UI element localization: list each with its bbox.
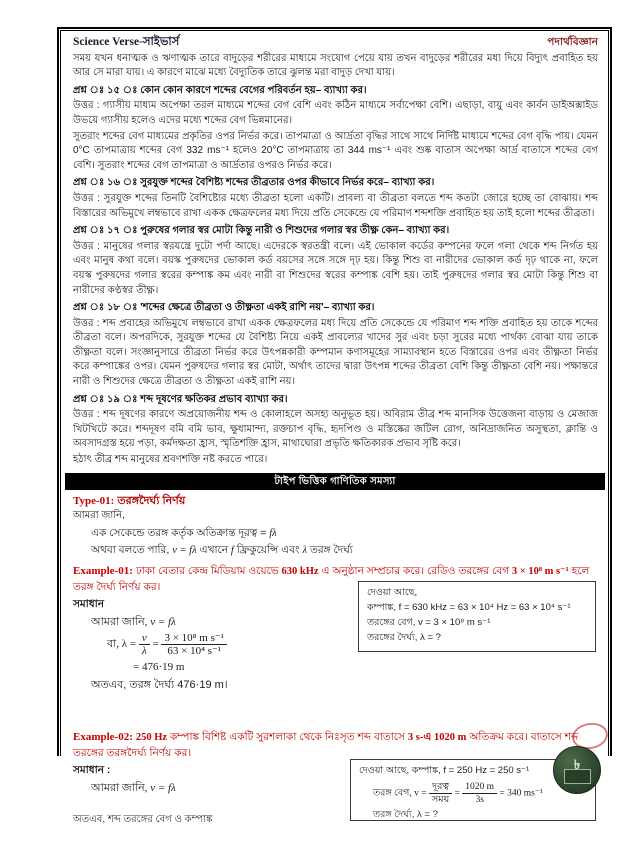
know-intro: আমরা জানি, bbox=[73, 510, 125, 522]
brand-title: Science Verse-সাইভার্স bbox=[73, 36, 180, 48]
fraction-distance-over-time: $\frac{\text{দূরত্ব}}{\text{সময়}}$ bbox=[429, 781, 452, 806]
example-02-statement: Example-02: 250 Hz কম্পাঙ্ক বিশিষ্ট একটি সুরশলাকা থেকে নিঃসৃত শব্দ বাতাসে 3 s-এ 1020 m অতিক্রম করে। বাতাসে শব্দ তরঙ্গের তরঙ্গদৈর্ঘ্য নির্ণয় কর। bbox=[73, 731, 579, 759]
example-02-work bbox=[73, 763, 373, 826]
page-content bbox=[60, 30, 609, 826]
answer-18: উত্তর : শব্দ প্রবাহের অভিমুখে লম্বভাবে রাখা একক ক্ষেত্রফলের মধ্য দিয়ে প্রতি সেকেন্ডে যে পরিমাণ শব্দ শক্তি প্রবাহিত হয় তাকে শব্দের তীব্রতা বলে। অপরদিকে, সুরযুক্ত শব্দের যে বৈশিষ্ট্য নিয়ে একই প্রাবল্যের খাদের সুর এবং চড়া সুরের মধ্যে পার্থক্য বোঝা যায় তাকে তীক্ষ্ণতা বলে। সংজ্ঞানুসারে তীব্রতা নির্ভর করে উৎপন্নকারী কম্পমান কণাসমূহের সাম্যাবস্থান হতে বিস্তারের ওপর এবং তীক্ষ্ণতা নির্ভর করে কম্পাঙ্কের ওপর। যেমন পুরুষদের গলার স্বর মোটা, অর্থাৎ তাদের দ্বারা উৎপন্ন শব্দের তীব্রতা বেশি কিন্তু তীক্ষ্ণতা বেশি নয়। পক্ষান্তরে নারী ও শিশুদের ক্ষেত্রে তীব্রতা ও তীক্ষ্ণতা একই রাশি নয়। bbox=[73, 317, 598, 388]
example-01-label: Example-01: bbox=[73, 565, 133, 577]
answer-17: উত্তর : মানুষের গলার স্বরযন্ত্রে দুটো পর্দা আছে। এদেরকে স্বরতন্ত্রী বলে। এই ভোকাল কর্ডের কম্পনের ফলে গলা থেকে শব্দ নির্গত হয় এবং মানুষ কথা বলে। বয়স্ক পুরুষদের ভোকাল কর্ড বয়সের সঙ্গে সঙ্গে দৃঢ় হয়। কিন্তু শিশু বা নারীদের ভোকাল কর্ড দৃঢ় থাকে না, ফলে বয়স্ক পুরুষদের গলার স্বরের কম্পাঙ্ক কম এবং নারী বা শিশুদের স্বরের কম্পাঙ্ক বেশি হয়। তাই পুরুষদের গলার স্বর মোটা কিন্তু শিশু বা নারীদের কণ্ঠস্বর তীক্ষ্ণ। bbox=[73, 240, 598, 296]
sol2-known: আমরা জানি, v = fλ bbox=[91, 781, 176, 794]
fraction-1020-over-3s: $\frac{1020 m}{3s}$ bbox=[462, 781, 497, 806]
type-01-label: Type-01: bbox=[73, 494, 115, 507]
question-19: প্রশ্ন ঃ ১৯ ঃ শব্দ দূষণের ক্ষতিকর প্রভাব ব্যাখ্যা কর। bbox=[73, 393, 288, 405]
example-01-solution bbox=[73, 587, 598, 725]
fraction-v-over-lambda: $\frac{v}{\lambda}$ bbox=[139, 632, 150, 657]
given-box-example-01: দেওয়া আছে, কম্পাঙ্ক, f = 630 kHz = 63 × 10⁴ Hz = 63 × 10⁴ s⁻¹ তরঙ্গের বেগ, v = 3 × 10⁸ m s⁻¹ তরঙ্গের দৈর্ঘ্য, λ = ? bbox=[358, 581, 596, 652]
example-01-statement: Example-01: ঢাকা বেতার কেন্দ্র মিডিয়াম ওয়েভে 630 kHz এ অনুষ্ঠান সম্প্রচার করে। রেডিও তরঙ্গের বেগ 3 × 10⁸ m s⁻¹ হলে তরঙ্গ দৈর্ঘ্য নির্ণয় কর। bbox=[73, 565, 590, 593]
question-15: প্রশ্ন ঃ ১৫ ঃ কোন কোন কারণে শব্দের বেগের পরিবর্তন হয়– ব্যাখ্যা কর। bbox=[73, 84, 367, 96]
question-17: প্রশ্ন ঃ ১৭ ঃ পুরুষের গলার স্বর মোটা কিন্তু নারী ও শিশুদের গলার স্বর তীক্ষ্ণ কেন– ব্যাখ্যা কর। bbox=[73, 225, 450, 237]
example-02-label: Example-02: bbox=[73, 731, 133, 743]
solution-label-1: সমাধান bbox=[73, 598, 105, 610]
section-banner: টাইপ ভিত্তিক গাণিতিক সমস্যা bbox=[65, 473, 605, 490]
formula-line-2: অথবা বলতে পারি, v = fλ এখানে f ফ্রিকুয়েন্সি এবং λ তরঙ্গ দৈর্ঘ্য bbox=[91, 544, 353, 557]
page-header bbox=[73, 35, 598, 50]
page-border-frame bbox=[57, 27, 612, 826]
gb2-velocity-line: তরঙ্গ বেগ, v = $\frac{\text{দূরত্ব}}{\text{সময়}}$ = $\frac{1020 m}{3s}$ = 340 ms⁻¹ bbox=[373, 782, 543, 805]
fraction-values: $\frac{\text{3 × 10⁸ m s⁻¹}}{\text{63 × 10⁴ s⁻¹}}$ bbox=[161, 632, 226, 657]
answer-16: উত্তর : সুরযুক্ত শব্দের তিনটি বৈশিষ্ট্যের মধ্যে তীব্রতা হলো একটি। প্রাবল্য বা তীব্রতা বলতে শব্দ কতটা জোরে হচ্ছে তা বোঝায়। শব্দ বিস্তারের অভিমুখে লম্বভাবে রাখা একক ক্ষেত্রফলের মধ্য দিয়ে প্রতি সেকেন্ডে যে পরিমাণ শব্দশক্তি প্রবাহিত হয় তাই হলো শব্দের তীব্রতা। bbox=[73, 192, 598, 219]
example-01-work bbox=[73, 597, 373, 692]
logo-taka-glyph: ৳ bbox=[573, 757, 581, 773]
answer-19-part2: হঠাৎ তীব্র শব্দ মানুষের শ্রবণশক্তি নষ্ট করতে পারে। bbox=[73, 454, 268, 466]
type-01-title: তরঙ্গদৈর্ঘ্য নির্ণয় bbox=[117, 494, 186, 507]
sol1-known: আমরা জানি, v = fλ bbox=[91, 615, 176, 628]
subject-title: পদার্থবিজ্ঞান bbox=[547, 36, 598, 48]
answer-19-part1: উত্তর : শব্দ দূষণের কারণে অপ্রয়োজনীয় শব্দ ও কোলাহলে অসহ্য অনুভূত হয়। অবিরাম তীব্র শব্দ মানসিক উত্তেজনা বাড়ায় ও মেজাজ খিটখিটে করে। শব্দদূষণ বমি বমি ভাব, ক্ষুধামান্দ্য, রক্তচাপ বৃদ্ধি, হৃদপিণ্ড ও মস্তিষ্কের জটিল রোগ, অনিদ্রাজনিত অসুস্থতা, ক্লান্তি ও অবসাদগ্রস্ত হয়ে পড়া, কর্মদক্ষতা হ্রাস, স্মৃতিশক্তি হ্রাস, মাথাঘোরা প্রভৃতি ক্ষতিকারক প্রভাব সৃষ্টি করে। bbox=[73, 409, 598, 450]
gb2-cutoff-line: তরঙ্গ দৈর্ঘ্য, λ = ? bbox=[373, 809, 438, 820]
sol1-fraction-line: বা, λ = $\frac{v}{\lambda}$ = $\frac{\text{3 × 10⁸ m s⁻¹}}{\text{63 × 10⁴ s⁻¹}}$ bbox=[107, 632, 373, 657]
sol1-result: = 476·19 m bbox=[133, 661, 185, 674]
science-verse-logo bbox=[553, 746, 601, 794]
given-box-example-02: দেওয়া আছে, কম্পাঙ্ক, f = 250 Hz = 250 s⁻¹ তরঙ্গ বেগ, v = $\frac{\text{দূরত্ব}}{\text{সময়}}$ = $\frac{1020 m}{3s}$ = 340 ms⁻¹ তরঙ্গ দৈর্ঘ্য, λ = ? bbox=[350, 759, 596, 821]
sol2-cutoff-line: অতএব, শব্দ তরঙ্গের বেগ ও কম্পাঙ্ক bbox=[73, 814, 213, 826]
answer-15-part2: সুতরাং শব্দের বেগ মাধ্যমের প্রকৃতির ওপর নির্ভর করে। তাপমাত্রা ও আর্দ্রতা বৃদ্ধির সাথে সাথে নির্দিষ্ট মাধ্যমে শব্দের বেগ বৃদ্ধি পায়। যেমন 0°C তাপমাত্রায় শব্দের বেগ 332 ms⁻¹ হলেও 20°C তাপমাত্রায় তা 344 ms⁻¹ এবং শুষ্ক বাতাস অপেক্ষা আর্দ্র বাতাসে শব্দের বেগ বেশি। সুতরাং শব্দের বেগ তাপমাত্রা ও আর্দ্রতার ওপরও নির্ভর করে। bbox=[73, 130, 598, 171]
question-16: প্রশ্ন ঃ ১৬ ঃ সুরযুক্ত শব্দের বৈশিষ্ট্য শব্দের তীব্রতার ওপর কীভাবে নির্ভর করে– ব্যাখ্যা কর। bbox=[73, 177, 435, 189]
sol1-conclusion: অতএব, তরঙ্গ দৈর্ঘ্য 476·19 m। bbox=[91, 678, 228, 691]
formula-line-1: এক সেকেন্ডে তরঙ্গ কর্তৃক অতিক্রান্ত দূরত্ব = fλ bbox=[91, 526, 277, 539]
solution-label-2: সমাধান : bbox=[73, 764, 111, 776]
question-18: প্রশ্ন ঃ ১৮ ঃ 'শব্দের ক্ষেত্রে তীব্রতা ও তীক্ষ্ণতা একই রাশি নয়'– ব্যাখ্যা কর। bbox=[73, 302, 375, 314]
intro-paragraph: সময় যখন ধনাত্মক ও ঋণাত্মক তারে বাদুড়ের শরীরের মাধ্যমে সংযোগ পেয়ে যায় তখন বাদুড়ের শরীরের মধ্য দিয়ে বিদ্যুৎ প্রবাহিত হয় আর সে মারা যায়। এ কারণে মাঝে মধ্যে বৈদ্যুতিক তারে ঝুলন্ত মরা বাদুড় দেখা যায়। bbox=[73, 52, 598, 79]
answer-15-part1: উত্তর : গ্যাসীয় মাধ্যম অপেক্ষা তরল মাধ্যমে শব্দের বেগ বেশি এবং কঠিন মাধ্যমে সর্বাপেক্ষা বেশি। এছাড়া, বায়ু এবং কার্বন ডাইঅক্সাইড উভয়ে গ্যাসীয় হলেও এদের মধ্যে শব্দের বেগ ভিন্নমানের। bbox=[73, 100, 598, 126]
formula-f-lambda: fλ bbox=[269, 527, 277, 539]
example-02-solution bbox=[73, 763, 598, 853]
type-01-heading bbox=[73, 494, 598, 509]
